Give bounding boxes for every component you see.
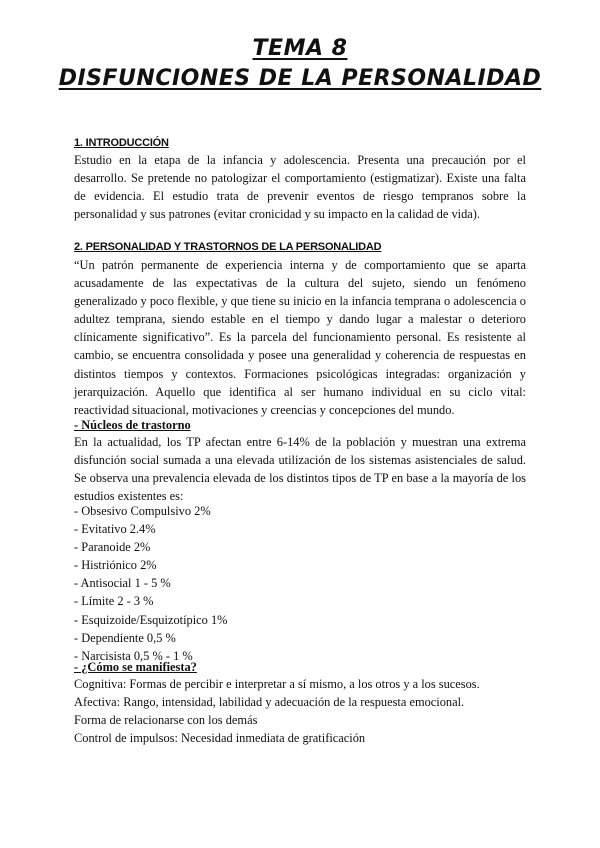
section-2-heading: 2. PERSONALIDAD Y TRASTORNOS DE LA PERSONALIDAD bbox=[74, 241, 382, 253]
list-item: - Obsesivo Compulsivo 2% bbox=[74, 504, 211, 518]
list-item: - Evitativo 2.4% bbox=[74, 522, 156, 537]
subheading-nucleos: - Núcleos de trastorno bbox=[74, 418, 191, 432]
manifest-line: Cognitiva: Formas de percibir e interpretar a sí mismo, a los otros y a los sucesos. bbox=[74, 677, 480, 691]
manifest-line: Control de impulsos: Necesidad inmediata de gratificación bbox=[74, 731, 366, 745]
manifest-line: Afectiva: Rango, intensidad, labilidad y adecuación de la respuesta emocional. bbox=[74, 695, 465, 709]
section-1-heading: 1. INTRODUCCIÓN bbox=[74, 137, 169, 149]
list-item: - Esquizoide/Esquizotípico 1% bbox=[74, 612, 228, 627]
nucleos-paragraph: En la actualidad, los TP afectan entre 6-14% de la población y muestran una extrema disfunción social sumada a una elevada utilización de los sistemas asistenciales de salud. Se observa una prevalencia elevada de los distintos tipos de TP en base a la mayoría de los estudios existentes es: bbox=[74, 435, 526, 504]
list-item: - Paranoide 2% bbox=[74, 540, 151, 555]
manifest-line: Forma de relacionarse con los demás bbox=[74, 713, 258, 727]
list-item: - Dependiente 0,5 % bbox=[74, 630, 176, 645]
section-1-paragraph: Estudio en la etapa de la infancia y adolescencia. Presenta una precaución por el desarrollo. Se pretende no patologizar el comportamiento (estigmatizar). Existe una falta de evidencia. El estudio trata de prevenir eventos de riesgo tempranos sobre la personalidad y sus patrones (evitar cronicidad y su impacto en la calidad de vida). bbox=[74, 153, 526, 222]
title-line-1: TEMA 8 bbox=[252, 36, 348, 61]
list-item: - Histriónico 2% bbox=[74, 558, 157, 573]
section-2-paragraph: “Un patrón permanente de experiencia interna y de comportamiento que se aparta acusadamente de las expectativas de la cultura del sujeto, siendo un fenómeno generalizado y poco flexible, y que tiene su inicio en la infancia temprana o adolescencia o adultez temprana, siendo estable en el tiempo y dando lugar a malestar o deterioro clínicamente significativo”. Es la parcela del funcionamiento personal. Es resistente al cambio, se encuentra consolidada y posee una generalidad y coherencia de respuestas en distintos tiempos y contextos. Formaciones psicológicas integradas: organización y jerarquización. Aquello que identifica al ser humano individual en su ciclo vital: reactividad situacional, motivaciones y creencias y concepciones del mundo. bbox=[74, 258, 526, 417]
title-line-2: DISFUNCIONES DE LA PERSONALIDAD bbox=[58, 66, 542, 91]
prevalence-list bbox=[74, 502, 227, 665]
subheading-manifiesta: - ¿Cómo se manifiesta? bbox=[74, 660, 197, 674]
list-item: - Narcisista 0,5 % - 1 % bbox=[74, 648, 193, 663]
list-item: - Límite 2 - 3 % bbox=[74, 594, 154, 609]
list-item: - Antisocial 1 - 5 % bbox=[74, 576, 171, 591]
